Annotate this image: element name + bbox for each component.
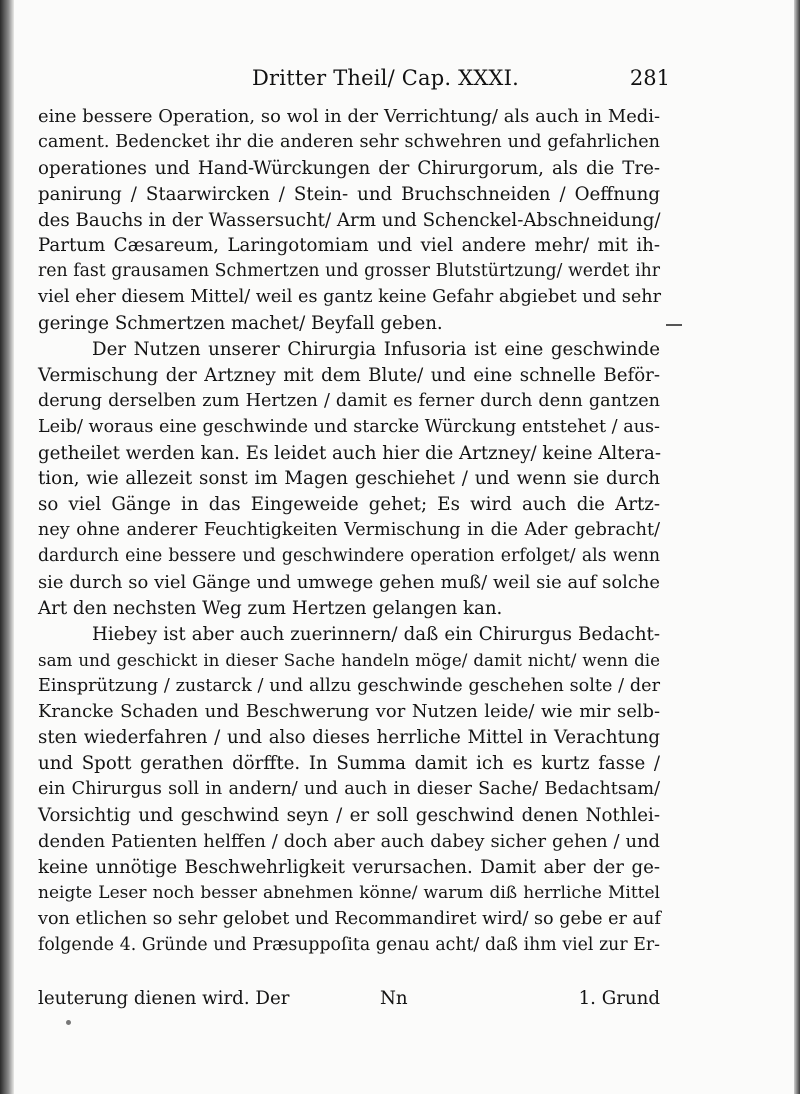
text-line: Krancke Schaden und Beschwerung vor Nutzen leide/ wie mir selb- <box>38 701 660 723</box>
text-line: geringe Schmertzen machet/ Beyfall geben. <box>38 313 443 335</box>
body-text <box>38 104 660 958</box>
text-line: neigte Leser noch besser abnehmen könne/ warum diß herrliche Mittel <box>38 882 660 903</box>
page-header <box>40 66 670 96</box>
text-line: getheilet werden kan. Es leidet auch hier die Artzney/ keine Altera- <box>38 442 661 464</box>
ink-speck <box>66 1020 71 1025</box>
text-line: cament. Bedencket ihr die anderen sehr schwehren und gefahrlichen <box>38 131 660 152</box>
text-line: von etlichen so sehr gelobet und Recommandiret wird/ so gebe er auf <box>38 908 661 929</box>
text-line: dardurch eine bessere und geschwindere operation erfolget/ als wenn <box>38 546 660 567</box>
text-line: Hiebey ist aber auch zuerinnern/ daß ein Chirurgus Bedacht- <box>92 623 660 645</box>
text-line: Partum Cæsareum, Laringotomiam und viel andere mehr/ mit ih- <box>38 235 660 257</box>
text-line: denden Patienten helffen / doch aber auch dabey sicher gehen / und <box>38 830 660 852</box>
catch-line <box>38 988 660 1014</box>
text-line: panirung / Staarwircken / Stein- und Bruchschneiden / Oeffnung <box>38 183 660 205</box>
text-line: sam und geschickt in dieser Sache handeln möge/ damit nicht/ wenn die <box>38 649 660 670</box>
last-text-line: leuterung dienen wird. Der <box>38 988 290 1009</box>
text-line: ein Chirurgus soll in andern/ und auch in dieser Sache/ Bedachtsam/ <box>38 779 660 800</box>
scan-edge-right <box>794 0 800 1094</box>
scan-edge-left <box>0 0 14 1094</box>
text-line: keine unnötige Beschwehrligkeit verursachen. Damit aber der ge- <box>38 856 660 878</box>
text-line: Art den nechsten Weg zum Hertzen gelangen kan. <box>38 597 503 619</box>
text-line: Vorsichtig und geschwind seyn / er soll geschwind denen Nothlei- <box>38 805 660 827</box>
text-line: Der Nutzen unserer Chirurgia Infusoria ist eine geschwinde <box>92 339 660 361</box>
running-title: Dritter Theil/ Cap. XXXI. <box>252 66 519 90</box>
text-line: Leib/ woraus eine geschwinde und starcke Würckung entstehet / aus- <box>38 416 660 437</box>
text-line: des Bauchs in der Wassersucht/ Arm und Schenckel-Abschneidung/ <box>38 209 661 231</box>
text-line: Vermischung der Artzney mit dem Blute/ und eine schnelle Beför- <box>38 364 660 386</box>
text-line: operationes und Hand-Würckungen der Chirurgorum, als die Tre- <box>38 157 660 179</box>
text-line: tion, wie allezeit sonst im Magen geschiehet / und wenn sie durch <box>38 468 660 490</box>
text-line: sten wiederfahren / und also dieses herrliche Mittel in Verachtung <box>38 727 660 749</box>
text-line: derung derselben zum Hertzen / damit es ferner durch denn gantzen <box>38 390 660 411</box>
text-line: und Spott gerathen dörffte. In Summa damit ich es kurtz fasse / <box>38 753 660 775</box>
page-number: 281 <box>629 66 670 90</box>
text-line: Einsprützung / zustarck / und allzu geschwinde geschehen solte / der <box>38 675 660 696</box>
text-line: sie durch so viel Gänge und umwege gehen muß/ weil sie auf solche <box>38 572 660 594</box>
text-line: folgende 4. Gründe und Præsuppoſita genau acht/ daß ihm viel zur Er- <box>38 934 660 955</box>
text-line: eine bessere Operation, so wol in der Verrichtung/ als auch in Medi- <box>38 106 660 127</box>
text-line: ney ohne anderer Feuchtigkeiten Vermischung in die Ader gebracht/ <box>38 520 660 541</box>
signature-mark: Nn <box>380 988 408 1009</box>
catchword: 1. Grund <box>578 988 660 1009</box>
text-line: viel eher diesem Mittel/ weil es gantz keine Gefahr abgiebet und sehr <box>38 287 662 308</box>
text-line: ren fast grausamen Schmertzen und grosser Blutstürtzung/ werdet ihr <box>38 261 660 282</box>
margin-mark <box>666 324 682 326</box>
text-line: so viel Gänge in das Eingeweide gehet; Es wird auch die Artz- <box>38 494 660 516</box>
